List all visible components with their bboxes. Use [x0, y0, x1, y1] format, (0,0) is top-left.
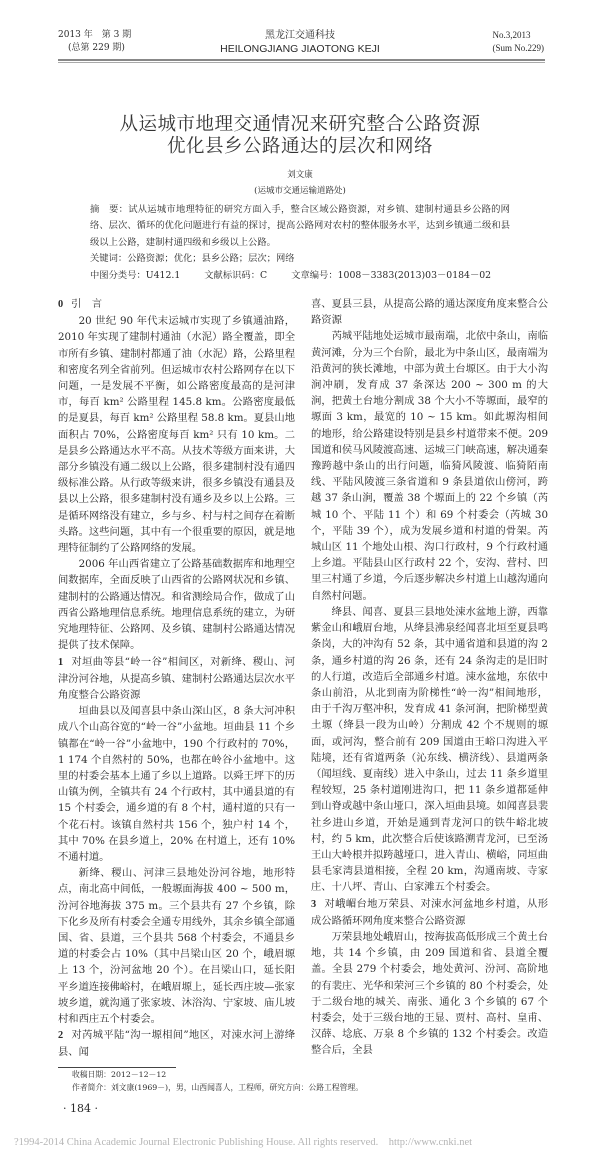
issue-number-line: No.3,2013 [492, 30, 531, 40]
section-title: 引 言 [71, 298, 103, 311]
section-number: 2 [58, 1030, 64, 1042]
footnotes [58, 1067, 600, 1116]
paragraph: 芮城平陆地处运城市最南端，北依中条山，南临黄河滩，分为三个台阶，最北为中条山区，最南端为沿黄河的狭长滩地，中部为黄土台塬区。由于大小沟涧冲刷，发育成 37 条深达 200 ~ 300 m 的大涧，把黄土台地分割成 38 个大小不等塬面，最窄的塬面 3 km，最宽的 10 ~ 15 km。如此塬沟相间的地形，给公路建设特别是县乡村道带来不便。209 国道和侯马风陵渡高速、运城三门峡高速，解决通秦豫跨越中条山的出行问题，临猗风陵渡、临猗陌南线、平陆风陵渡三条省道和 9 条县道依山傍河，跨越 37 条山涧，覆盖 38 个塬面上的 22 个乡镇（芮城 10 个、平陆 11 个）和 69 个村委会（芮城 30 个，平陆 39 个），成为发展乡道和村道的骨架。芮城山区 11 个地处山根、沟口行政村，9 个行政村通上乡道。平陆县山区行政村 22 个，安沟、营村、凹里三村通了乡道，今后逐步解决乡村道上山越沟通向自然村问题。 [311, 330, 548, 602]
document-code: 文献标识码：C [204, 269, 268, 281]
journal-name-en: HEILONGJIANG JIAOTONG KEJI [220, 43, 380, 55]
section-title: 对芮城平陆“沟一塬相间”地区，对涑水河上游绛县、闻 [58, 1029, 295, 1059]
copyright-watermark: ?1994-2014 China Academic Journal Electronic Publishing House. All rights reserved. http://www.cnki.net [14, 1136, 473, 1148]
paragraph: 新绛、稷山、河津三县地处汾河谷地，地形特点，南北高中间低，一般塬面海拔 400 ~ 500 m，汾河谷地海拔 375 m。三个县共有 27 个乡镇，除下化乡及所有村委会全通专用线外，其余乡镇全部通国、省、县道，三个县共 568 个村委会，不通县乡道的村委会占 10%（其中吕梁山区 20 个，峨眉塬上 13 个，汾河盆地 20 个）。在吕梁山口，延长阳平乡道连接佛峪村，在峨眉塬上，延长西庄坡—张家坡乡道，就沟通了张家坡、沐浴沟、宁家坡、庙儿坡村和西庄五个村委会。 [58, 867, 295, 1025]
issue-info [58, 29, 131, 55]
section-heading-2 [58, 1027, 295, 1060]
paragraph: 万荣县地处峨眉山，按海拔高低形成三个黄土台地，共 14 个乡镇，由 209 国道和省、县道全覆盖。全县 279 个村委会，地处黄河、汾河、高阶地的有裴庄、光华和荣河三个乡镇的 80 个村委会，处于二级台地的城关、南张、通化 3 个乡镇的 67 个村委会，处于三级台地的王显、贾村、高村、皇甫、汉薛、埝底、万泉 8 个乡镇的 132 个村委会。改造整合后，全县 [311, 930, 548, 1057]
article-number: 文章编号：1008－3383(2013)03－0184－02 [291, 269, 492, 281]
section-heading-0 [58, 296, 295, 313]
author: 刘文康 [287, 170, 313, 180]
left-column [58, 296, 295, 1061]
section-heading-2-continued: 喜、夏县三县，从提高公路的通达深度角度来整合公路资源 [311, 298, 548, 327]
journal-name [180, 29, 420, 56]
paragraph: 20 世纪 90 年代末运城市实现了乡镇通油路，2010 年实现了建制村通油（水泥）路全覆盖，即全市所有乡镇、建制村都通了油（水泥）路，公路里程和密度名列全省前列。但运城市农村公路网存在以下问题，一是发展不平衡，如公路密度最高的是河津市，每百 km² 公路里程 145.8 km。公路密度最低的是夏县，每百 km² 公路里程 58.8 km。夏县山地面积占 70%，公路密度每百 km² 只有 10 km。二是县乡公路通达水平不高。从技术等级方面来讲，大部分乡镇没有通二级以上公路，很多建制村没有通四级标准公路。从行政等级来讲，很多乡镇没有通县及县以上公路，很多建制村没有通乡及乡以上公路。三是循环网络没有建立，乡与乡、村与村之间存在着断头路。这些问题，其中有一个很重要的原因，就是地理特征制约了公路网络的发展。 [58, 315, 295, 555]
paragraph: 2006 年山西省建立了公路基础数据库和地理空间数据库，全面反映了山西省的公路网状况和乡镇、建制村的公路通达情况。和省测绘局合作，做成了山西省公路地理信息系统。地理信息系统的建立，为研究地理特征、公路网、及乡镇、建制村公路通达情况提供了技术保障。 [58, 558, 295, 652]
keywords-label: 关键词： [90, 253, 128, 265]
section-number: 1 [58, 656, 64, 668]
header-rule [58, 59, 545, 63]
abstract [90, 202, 510, 251]
journal-name-cn: 黑龙江交通科技 [265, 30, 335, 41]
right-column [311, 296, 548, 1059]
section-title: 对峨嵋台地万荣县、对涑水河盆地乡村道，从形成公路循环网角度来整合公路资源 [311, 897, 548, 927]
section-heading-1 [58, 654, 295, 704]
section-title: 对垣曲等县“岭一谷”相间区，对新绛、稷山、河津汾河谷地，从提高乡镇、建制村公路通达层次水平角度整合公路资源 [58, 655, 295, 701]
author-bio: 作者简介：刘文康(1969－)，男，山西闻喜人，工程师，研究方向：公路工程管理。 [72, 1082, 364, 1092]
body-columns [58, 296, 548, 1061]
abstract-text: 试从运城市地理特征的研究方面入手，整合区域公路资源，对乡镇、建制村通县乡公路的网络、层次、循环的优化问题进行有益的探讨，提高公路网对农村的整体服务水平，达到乡镇通二级和县级以上公路，建制村通四级和乡级以上公路。 [90, 204, 510, 248]
title-line-2: 优化县乡公路通达的层次和网络 [166, 136, 433, 157]
received-date: 收稿日期：2012－12－12 [72, 1069, 167, 1079]
issue-number [493, 29, 545, 55]
abstract-block [90, 202, 510, 284]
section-number: 0 [58, 299, 64, 311]
total-issue-line: (总第 229 期) [68, 43, 125, 53]
classification [90, 268, 510, 284]
paragraph: 绛县、闻喜、夏县三县地处涑水盆地上游，西靠紫金山和峨眉台地，从绛县沸泉经闻喜北垣至夏县鸣条岗，大的冲沟有 52 条，其中通省道和县道的沟 2 条，通乡村道的沟 26 条，还有 24 条沟走的是旧时的人行道，改造后全部通乡村道。涑水盆地，东依中条山前沿，从北到南为阶梯性“岭一沟”相间地形，由于千沟万壑冲积，发育成 41 条河涧，把阶梯型黄土塬（绛县一段为山岭）分割成 42 个不规则的塬面，或河沟，整合前有 209 国道由王峪口沟进入平陆境，还有省道两条（沁东线、横济线）、县道两条（闻垣线、夏南线）进入中条山，过去 11 条乡道里程较短，25 条村道刚进沟口，把 11 条乡道都延伸到山脊或越中条山垭口，深入垣曲县境。如闻喜县裴社乡进山乡道，开始是通到青龙河口的铁牛峪北坡村，约 5 km，此次整合后使该路溯青龙河，已至汤王山大岭根并拟跨越垭口，进入青山、横峪，同垣曲县毛家湾县道相接，全程 20 km，沟通南坡、寺家庄、十八坪、青山、白家滩五个村委会。 [311, 605, 548, 894]
section-heading-3 [311, 896, 548, 929]
paragraph: 垣曲县以及闻喜县中条山深山区，8 条大河冲积成八个山高谷宽的“岭一谷”小盆地。垣曲县 11 个乡镇都在“岭一谷”小盆地中，190 个行政村的 70%，1 174 个自然村的 50%，也都在岭谷小盆地中。这里的村委会基本上通了乡以上道路。以舜王坪下的历山镇为例，全镇共有 24 个行政村，其中通县道的有 15 个村委会，通乡道的有 8 个村，通村道的只有一个花石村。该镇自然村共 156 个，独户村 14 个，其中 70% 在县乡道上，20% 在村道上，还有 10% 不通村道。 [58, 705, 295, 863]
section-number: 3 [311, 898, 317, 910]
abstract-label: 摘 要： [90, 204, 129, 215]
affiliation: (运城市交通运输道路处) [254, 186, 346, 196]
keywords [90, 251, 510, 267]
clc-number: 中图分类号：U412.1 [90, 269, 181, 281]
page-number: · 184 · [63, 1101, 98, 1115]
keywords-text: 公路资源；优化；县乡公路；层次；网络 [127, 253, 295, 265]
article-title [0, 114, 600, 158]
issue-line: 2013 年 第 3 期 [58, 30, 132, 40]
sum-number-line: (Sum No.229) [492, 43, 544, 53]
title-line-1: 从运城市地理交通情况来研究整合公路资源 [119, 114, 481, 135]
